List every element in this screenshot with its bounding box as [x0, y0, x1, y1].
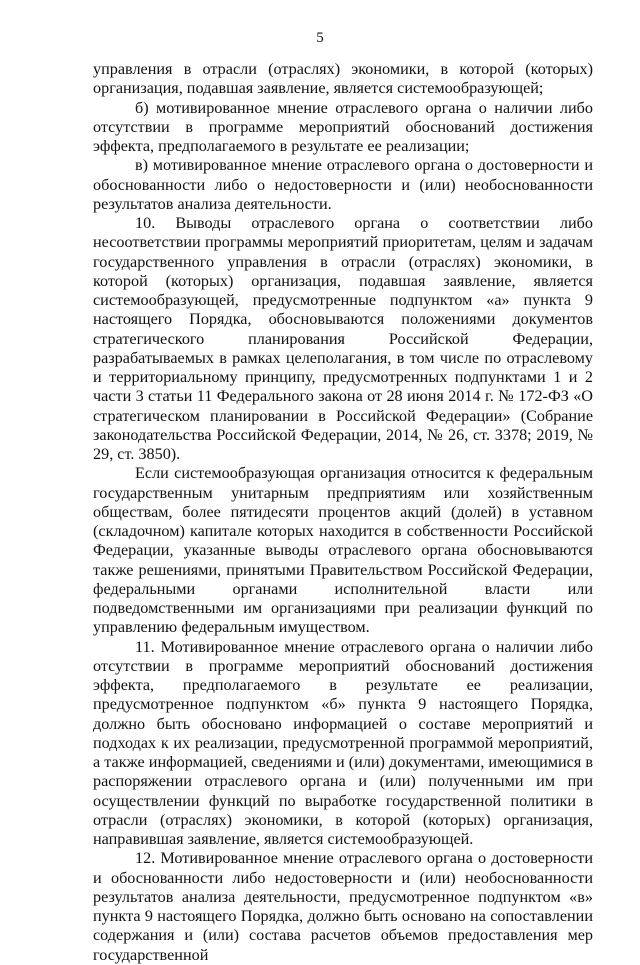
paragraph-item-12: 12. Мотивированное мнение отраслевого органа о достоверности и обоснованности либо недостоверности и (или) необоснованности результатов анализа деятельности, предусмотренное подпунктом «в» пункта 9 настоящего Порядка, должно быть основано на сопоставлении содержания и (или) состава расчетов объемов предоставления мер государственной [93, 849, 593, 964]
paragraph-item-10: 10. Выводы отраслевого органа о соответствии либо несоответствии программы мероприятий приоритетам, целям и задачам государственного управления в отрасли (отраслях) экономики, в которой (которых) организация, подавшая заявление, является системообразующей, предусмотренные подпунктом «а» пункта 9 настоящего Порядка, обосновываются положениями документов стратегического планирования Российской Федерации, разрабатываемых в рамках целеполагания, в том числе по отраслевому и территориальному принципу, предусмотренных подпунктами 1 и 2 части 3 статьи 11 Федерального закона от 28 июня 2014 г. № 172-ФЗ «О стратегическом планировании в Российской Федерации» (Собрание законодательства Российской Федерации, 2014, № 26, ст. 3378; 2019, № 29, ст. 3850). [93, 214, 593, 463]
paragraph-item-11: 11. Мотивированное мнение отраслевого органа о наличии либо отсутствии в программе мероприятий обоснований достижения эффекта, предполагаемого в результате ее реализации, предусмотренное подпунктом «б» пункта 9 настоящего Порядка, должно быть обосновано информацией о составе мероприятий и подходах к их реализации, предусмотренной программой мероприятий, а также информацией, сведениями и (или) документами, имеющимися в распоряжении отраслевого органа и (или) полученными им при осуществлении функций по выработке государственной политики в отрасли (отраслях) экономики, в которой (которых) организация, направившая заявление, является системообразующей. [93, 637, 593, 848]
page-number: 5 [316, 30, 324, 46]
paragraph-item-10-continued: Если системообразующая организация относится к федеральным государственным унитарным предприятиям или хозяйственным обществам, более пятидесяти процентов акций (долей) в уставном (складочном) капитале которых находится в собственности Российской Федерации, указанные выводы отраслевого органа обосновываются также решениями, принятыми Правительством Российской Федерации, федеральными органами исполнительной власти или подведомственными им организациями при реализации функций по управлению федеральным имуществом. [93, 464, 593, 637]
paragraph-continuation: управления в отрасли (отраслях) экономики, в которой (которых) организация, подавшая заявление, является системообразующей; [93, 60, 593, 98]
document-body [93, 60, 593, 965]
paragraph-subitem-v: в) мотивированное мнение отраслевого органа о достоверности и обоснованности либо о недостоверности и (или) необоснованности результатов анализа деятельности. [93, 156, 593, 213]
paragraph-subitem-b: б) мотивированное мнение отраслевого органа о наличии либо отсутствии в программе мероприятий обоснований достижения эффекта, предполагаемого в результате ее реализации; [93, 98, 593, 155]
